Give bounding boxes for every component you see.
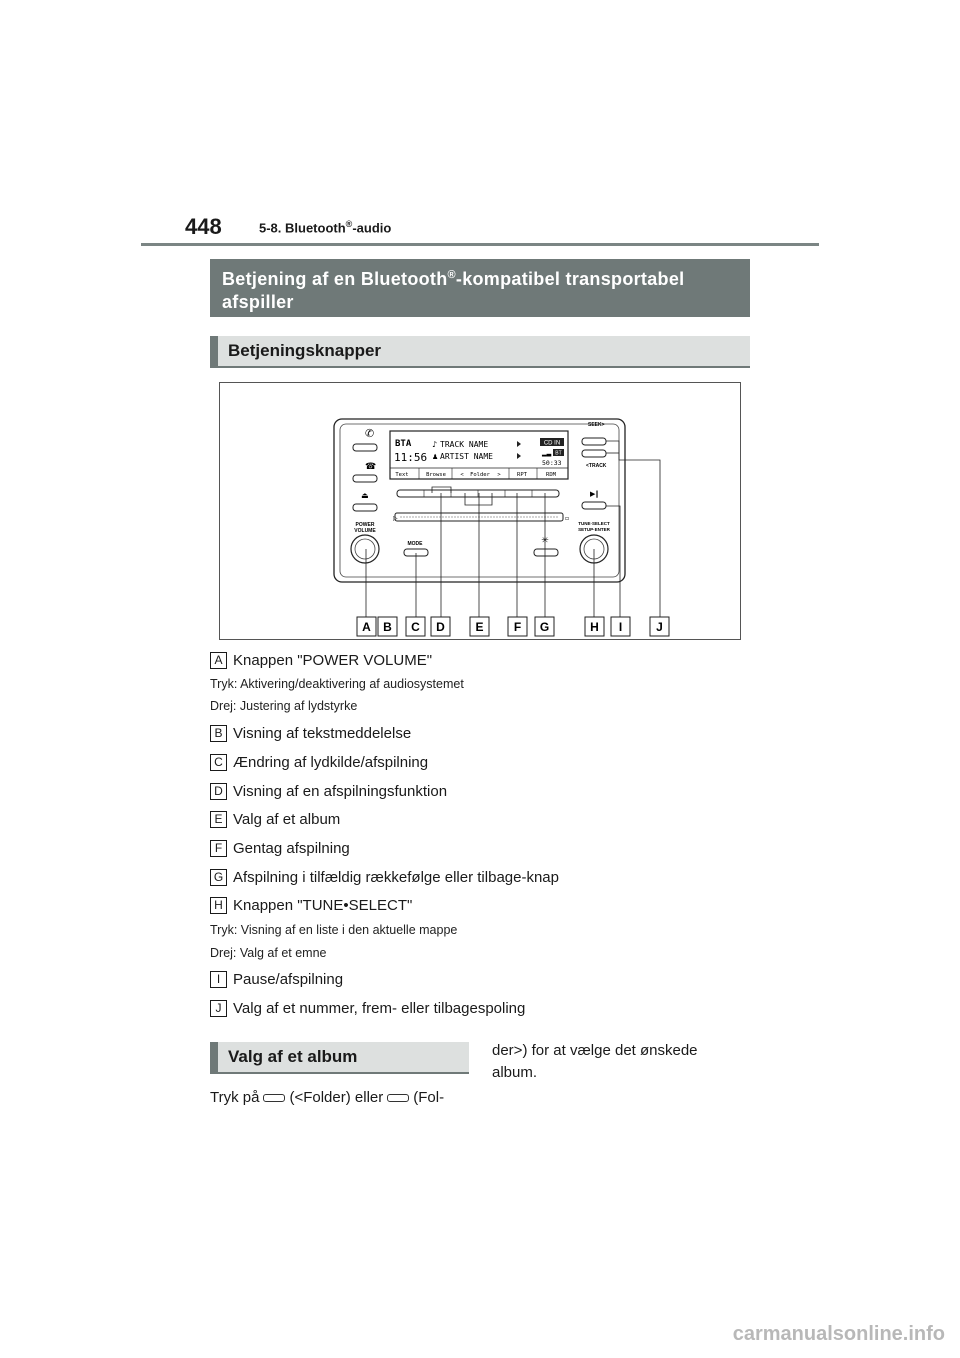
phone-button [353, 444, 377, 451]
softkey-next: > [497, 472, 501, 478]
main-heading-line1 [222, 264, 738, 291]
callout-b: B [383, 620, 392, 634]
section-suffix: -audio [352, 220, 392, 236]
cd-in-text: CD IN [543, 440, 561, 447]
page-number: 448 [185, 214, 222, 239]
header-rule [141, 243, 819, 246]
sub-heading-buttons: Betjeningsknapper [210, 336, 750, 368]
album-text-4: der>) for at vælge det ønskede [492, 1042, 698, 1059]
item-text: Valg af et album [233, 810, 341, 828]
softkey-text: Text [395, 472, 409, 478]
heading-reg: ® [447, 269, 456, 281]
callout-labels [357, 617, 669, 636]
artist-arrow-icon [517, 453, 521, 459]
album-text-3: (Fol- [413, 1089, 445, 1106]
list-item-c [210, 753, 428, 771]
watermark: carmanualsonline.info [732, 1323, 945, 1345]
list-item-e [210, 810, 340, 828]
item-label-box: G [210, 869, 227, 886]
item-label-box: A [210, 652, 227, 669]
track-label: <TRACK [586, 463, 607, 469]
hangup-button [353, 475, 377, 482]
callout-g: G [539, 620, 550, 634]
callout-i: I [618, 620, 623, 634]
item-text: Ændring af lydkilde/afspilning [233, 753, 429, 771]
list-item-d [210, 782, 447, 800]
mode-label: MODE [407, 541, 423, 547]
slot-right-icon: ▫ [565, 515, 570, 522]
eject-icon: ⏏ [361, 491, 369, 500]
main-heading-line2: afspiller [222, 292, 294, 312]
seek-label: SEEK> [588, 422, 605, 428]
folder-prev-button-icon [263, 1094, 285, 1102]
callout-c: C [411, 620, 420, 634]
elapsed-time: 50:33 [542, 459, 562, 467]
volume-label: VOLUME [354, 528, 376, 534]
callout-d: D [436, 620, 445, 634]
item-label-box: B [210, 725, 227, 742]
item-text: Valg af et nummer, frem- eller tilbagespoling [233, 999, 526, 1017]
leader-lines [366, 441, 660, 617]
play-pause-icon: ▶‖ [590, 490, 599, 498]
list-item-j [210, 999, 525, 1017]
album-instruction-right [492, 1040, 698, 1084]
album-instruction-left [210, 1087, 444, 1109]
list-item-b [210, 724, 411, 742]
softkey-browse: Browse [426, 472, 446, 478]
item-label-box: I [210, 971, 227, 988]
note-icon: ♪ [432, 440, 438, 449]
track-arrow-icon [517, 441, 521, 447]
heading-part: -kompatibel transportabel [455, 269, 685, 289]
main-heading [210, 259, 750, 317]
tune-label-2: SETUP·ENTER [578, 527, 610, 532]
note-h-turn: Drej: Valg af et emne [210, 946, 327, 960]
brightness-button [534, 549, 558, 556]
list-item-a [210, 651, 432, 669]
section-title [259, 219, 391, 235]
sub-heading-album: Valg af et album [210, 1042, 469, 1074]
person-icon: ♟ [432, 453, 439, 461]
heading-part: Betjening af en Bluetooth [222, 269, 448, 289]
callout-a: A [362, 620, 371, 634]
slot-left-icon: ▷ [393, 515, 398, 522]
radio-figure [219, 382, 741, 640]
softkey-rpt: RPT [517, 472, 527, 478]
item-text: Visning af en afspilningsfunktion [233, 782, 448, 800]
callout-f: F [513, 620, 522, 634]
display-track: TRACK NAME [440, 440, 489, 449]
item-label-box: J [210, 1000, 227, 1017]
track-button [582, 450, 606, 457]
tune-label-1: TUNE·SELECT [578, 521, 610, 526]
softkey-folder: Folder [470, 472, 490, 478]
item-label-box: D [210, 783, 227, 800]
display-time: 11:56 [394, 451, 428, 464]
phone-icon: ✆ [365, 427, 375, 440]
radio-illustration [220, 383, 740, 639]
list-item-g [210, 868, 559, 886]
note-h-press: Tryk: Visning af en liste i den aktuelle mappe [210, 923, 458, 937]
item-label-box: F [210, 840, 227, 857]
power-label: POWER [355, 522, 375, 528]
item-text: Gentag afspilning [233, 839, 350, 857]
item-label-box: E [210, 811, 227, 828]
item-label-box: C [210, 754, 227, 771]
list-item-f [210, 839, 350, 857]
album-text-5: album. [492, 1064, 538, 1081]
softkey-prev: < [460, 472, 464, 478]
album-text-2: (<Folder) eller [289, 1089, 384, 1106]
seek-button [582, 438, 606, 445]
eject-button [353, 504, 377, 511]
display-source: BTA [395, 439, 412, 449]
callout-h: H [590, 620, 599, 634]
softkey-rdm: RDM [546, 472, 556, 478]
album-text-1: Tryk på [210, 1089, 260, 1106]
section-reg: ® [345, 219, 353, 229]
brightness-icon: ✳ [541, 536, 549, 546]
section-prefix: 5-8. Bluetooth [259, 220, 346, 236]
item-text: Visning af tekstmeddelelse [233, 724, 412, 742]
callout-e: E [475, 620, 484, 634]
item-text: Afspilning i tilfældig rækkefølge eller tilbage-knap [233, 868, 559, 886]
signal-icon: ▂▃ [542, 450, 552, 457]
list-item-h [210, 896, 412, 914]
item-label-box: H [210, 897, 227, 914]
display-artist: ARTIST NAME [440, 452, 493, 461]
play-pause-button [582, 502, 606, 509]
item-text: Pause/afspilning [233, 970, 344, 988]
folder-next-button-icon [387, 1094, 409, 1102]
list-item-i [210, 970, 343, 988]
hangup-icon: ☎ [365, 462, 377, 472]
bt-text: BT [555, 450, 562, 457]
item-text: Knappen "TUNE•SELECT" [233, 896, 413, 914]
callout-j: J [656, 620, 663, 634]
note-a-press: Tryk: Aktivering/deaktivering af audiosystemet [210, 677, 464, 691]
note-a-turn: Drej: Justering af lydstyrke [210, 699, 358, 713]
item-text: Knappen "POWER VOLUME" [233, 651, 433, 669]
